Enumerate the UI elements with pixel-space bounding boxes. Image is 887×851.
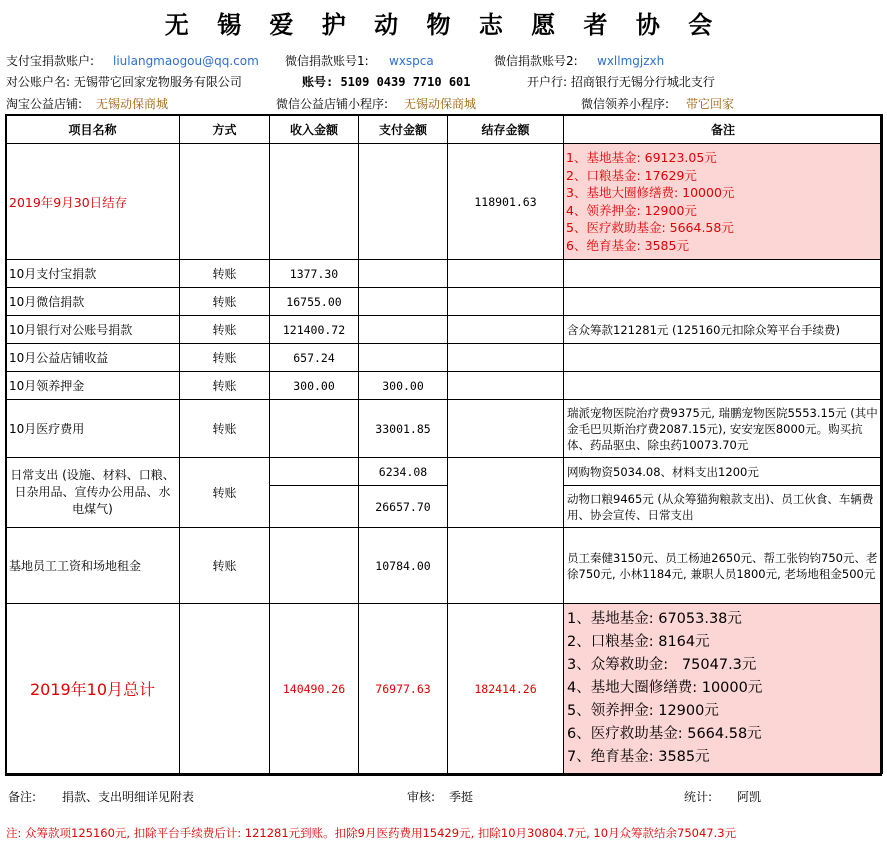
row-income: 16755.00 (270, 288, 359, 316)
row-note: 含众筹款121281元 (125160元扣除众筹平台手续费) (564, 316, 883, 344)
row-balance (448, 344, 564, 372)
total-notes (564, 604, 883, 774)
finance-table (5, 114, 883, 774)
header-notes: 备注 (564, 115, 883, 144)
table-row (6, 400, 883, 458)
alipay-value: liulangmaogou@qq.com (113, 54, 259, 68)
total-note-line: 3、众筹救助金: 75047.3元 (567, 657, 757, 673)
row-method: 转账 (180, 344, 270, 372)
salary-income (270, 528, 359, 604)
row-expense: 300.00 (359, 372, 448, 400)
row-note (564, 260, 883, 288)
table-row-daily (6, 458, 883, 486)
row-expense (359, 344, 448, 372)
total-method (180, 604, 270, 774)
row-name: 10月公益店铺收益 (6, 344, 180, 372)
salary-name: 基地员工工资和场地租金 (6, 528, 180, 604)
row-name: 10月医疗费用 (6, 400, 180, 458)
opening-note-line: 5、医疗救助基金: 5664.58元 (566, 220, 734, 235)
opening-note-line: 6、绝育基金: 3585元 (566, 237, 689, 253)
row-balance (448, 400, 564, 458)
table-row (6, 260, 883, 288)
table-row (6, 288, 883, 316)
row-method: 转账 (180, 316, 270, 344)
row-expense: 33001.85 (359, 400, 448, 458)
daily-note-2: 动物口粮9465元 (从众筹猫狗粮款支出)、员工伙食、车辆费用、协会宣传、日常支出 (564, 486, 883, 528)
total-note-line: 2、口粮基金: 8164元 (567, 634, 710, 650)
table-header-row (6, 115, 883, 144)
total-note-line: 6、医疗救助基金: 5664.58元 (567, 726, 762, 742)
salary-method: 转账 (180, 528, 270, 604)
row-note (564, 372, 883, 400)
remark-label: 备注: (8, 790, 37, 804)
row-balance (448, 260, 564, 288)
row-expense (359, 288, 448, 316)
wechat-adopt-label: 微信领养小程序: (581, 97, 670, 111)
account-number: 账号: 5109 0439 7710 601 (302, 75, 471, 89)
total-note-line: 4、基地大圈修缮费: 10000元 (567, 680, 763, 696)
row-balance (448, 372, 564, 400)
audit-value: 季挺 (449, 790, 474, 804)
table-row (6, 316, 883, 344)
header-balance: 结存金额 (448, 115, 564, 144)
row-balance (448, 288, 564, 316)
header-item-name: 项目名称 (6, 115, 180, 144)
wechat1-label: 微信捐款账号1: (285, 54, 369, 68)
salary-note: 员工秦健3150元、员工杨迪2650元、帮工张钧钧750元、老徐750元, 小林1184元, 兼职人员1800元, 老场地租金500元 (564, 528, 883, 604)
corp-account: 对公账户名: 无锡带它回家宠物服务有限公司 (6, 75, 242, 89)
wechat1-value: wxspca (389, 54, 434, 68)
row-income: 121400.72 (270, 316, 359, 344)
stats-value: 阿凯 (737, 790, 762, 804)
taobao-label: 淘宝公益店铺: (6, 97, 83, 111)
wechat2-label: 微信捐款账号2: (494, 54, 578, 68)
row-method: 转账 (180, 260, 270, 288)
row-name: 10月领养押金 (6, 372, 180, 400)
table-row-total (6, 604, 883, 774)
wechat2-value: wxllmgjzxh (597, 54, 665, 68)
row-balance (448, 316, 564, 344)
bank-name: 开户行: 招商银行无锡分行城北支行 (527, 75, 715, 89)
row-income: 657.24 (270, 344, 359, 372)
row-expense (359, 316, 448, 344)
row-name: 10月支付宝捐款 (6, 260, 180, 288)
row-income: 300.00 (270, 372, 359, 400)
opening-expense (359, 144, 448, 260)
opening-income (270, 144, 359, 260)
opening-name: 2019年9月30日结存 (6, 144, 180, 260)
total-name: 2019年10月总计 (6, 604, 180, 774)
header-income: 收入金额 (270, 115, 359, 144)
daily-expense-2: 26657.70 (359, 486, 448, 528)
remark-value: 捐款、支出明细详见附表 (62, 790, 195, 804)
daily-balance (448, 458, 564, 528)
taobao-value: 无锡动保商城 (96, 97, 169, 111)
row-note (564, 288, 883, 316)
total-income: 140490.26 (270, 604, 359, 774)
opening-note-line: 1、基地基金: 69123.05元 (566, 150, 717, 165)
row-method: 转账 (180, 400, 270, 458)
daily-note-1: 网购物资5034.08、材料支出1200元 (564, 458, 883, 486)
row-note: 瑞派宠物医院治疗费9375元, 瑞鹏宠物医院5553.15元 (其中金毛巴贝斯治疗费2087.15元), 安安宠医8000元。购买抗体、药品驱虫、除虫药10073.70元 (564, 400, 883, 458)
daily-method: 转账 (180, 458, 270, 528)
daily-income-2 (270, 486, 359, 528)
opening-note-line: 3、基地大圈修缮费: 10000元 (566, 185, 735, 200)
total-note-line: 5、领养押金: 12900元 (567, 703, 719, 719)
row-method: 转账 (180, 288, 270, 316)
stats-label: 统计: (684, 790, 713, 804)
opening-method (180, 144, 270, 260)
table-row-salary (6, 528, 883, 604)
opening-balance: 118901.63 (448, 144, 564, 260)
total-note-line: 1、基地基金: 67053.38元 (567, 611, 742, 627)
daily-income (270, 458, 359, 486)
wechat-shop-value: 无锡动保商城 (404, 97, 477, 111)
total-balance: 182414.26 (448, 604, 564, 774)
table-row (6, 344, 883, 372)
row-name: 10月银行对公账号捐款 (6, 316, 180, 344)
total-expense: 76977.63 (359, 604, 448, 774)
wechat-shop-label: 微信公益店铺小程序: (276, 97, 389, 111)
row-method: 转账 (180, 372, 270, 400)
alipay-label: 支付宝捐款账户: (6, 54, 95, 68)
daily-name: 日常支出 (设施、材料、口粮、日杂用品、宣传办公用品、水电煤气) (6, 458, 180, 528)
opening-note-line: 4、领养押金: 12900元 (566, 202, 697, 218)
salary-expense: 10784.00 (359, 528, 448, 604)
table-row-opening (6, 144, 883, 260)
header-expense: 支付金额 (359, 115, 448, 144)
wechat-adopt-value: 带它回家 (686, 97, 735, 111)
row-name: 10月微信捐款 (6, 288, 180, 316)
opening-notes (564, 144, 883, 260)
daily-expense-1: 6234.08 (359, 458, 448, 486)
audit-label: 审核: (407, 790, 436, 804)
row-income (270, 400, 359, 458)
total-note-line: 7、绝育基金: 3585元 (567, 749, 710, 765)
opening-note-line: 2、口粮基金: 17629元 (566, 167, 697, 183)
row-expense (359, 260, 448, 288)
table-row (6, 372, 883, 400)
footer-note: 注: 众筹款项125160元, 扣除平台手续费后计: 121281元到账。扣除9月医药费用15429元, 扣除10月30804.7元, 10月众筹款结余75047.3元 (6, 826, 737, 840)
salary-balance (448, 528, 564, 604)
row-income: 1377.30 (270, 260, 359, 288)
page-title: 无 锡 爱 护 动 物 志 愿 者 协 会 (164, 10, 723, 39)
header-method: 方式 (180, 115, 270, 144)
row-note (564, 344, 883, 372)
